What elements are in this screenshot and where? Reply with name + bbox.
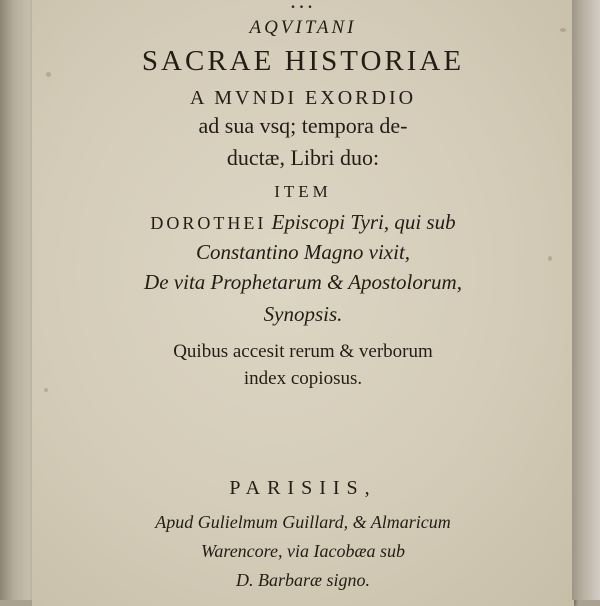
page-edge bbox=[572, 0, 600, 600]
adsua-line: ad sua vsq; tempora de- bbox=[198, 113, 408, 138]
dorothei-name: DOROTHEI bbox=[150, 213, 267, 233]
book-title: SACRAE HISTORIAE bbox=[141, 45, 465, 77]
imprint-city: PARISIIS, bbox=[229, 477, 377, 499]
synopsis-line: Synopsis. bbox=[263, 302, 343, 326]
partial-author-line: ... bbox=[290, 0, 316, 13]
devita-line: De vita Prophetarum & Apostolorum, bbox=[144, 270, 462, 294]
imprint-printers: Apud Gulielmum Guillard, & Almaricum bbox=[155, 512, 451, 532]
aquitani-line: AQVITANI bbox=[249, 17, 357, 38]
constantino-line: Constantino Magno vixit, bbox=[195, 240, 411, 264]
mundi-line: A MVNDI EXORDIO bbox=[189, 87, 417, 109]
imprint-sign: D. Barbaræ signo. bbox=[235, 570, 370, 590]
imprint-address: Warencore, via Iacobæa sub bbox=[201, 541, 405, 561]
item-line: ITEM bbox=[274, 182, 332, 201]
episcopi-text: Episcopi Tyri, qui sub bbox=[271, 210, 456, 234]
quibus-line: Quibus accesit rerum & verborum bbox=[173, 341, 433, 362]
dorothei-line bbox=[32, 212, 574, 233]
foxing-spot bbox=[44, 388, 48, 392]
ducta-line: ductæ, Libri duo: bbox=[226, 145, 380, 170]
index-line: index copiosus. bbox=[243, 368, 363, 389]
